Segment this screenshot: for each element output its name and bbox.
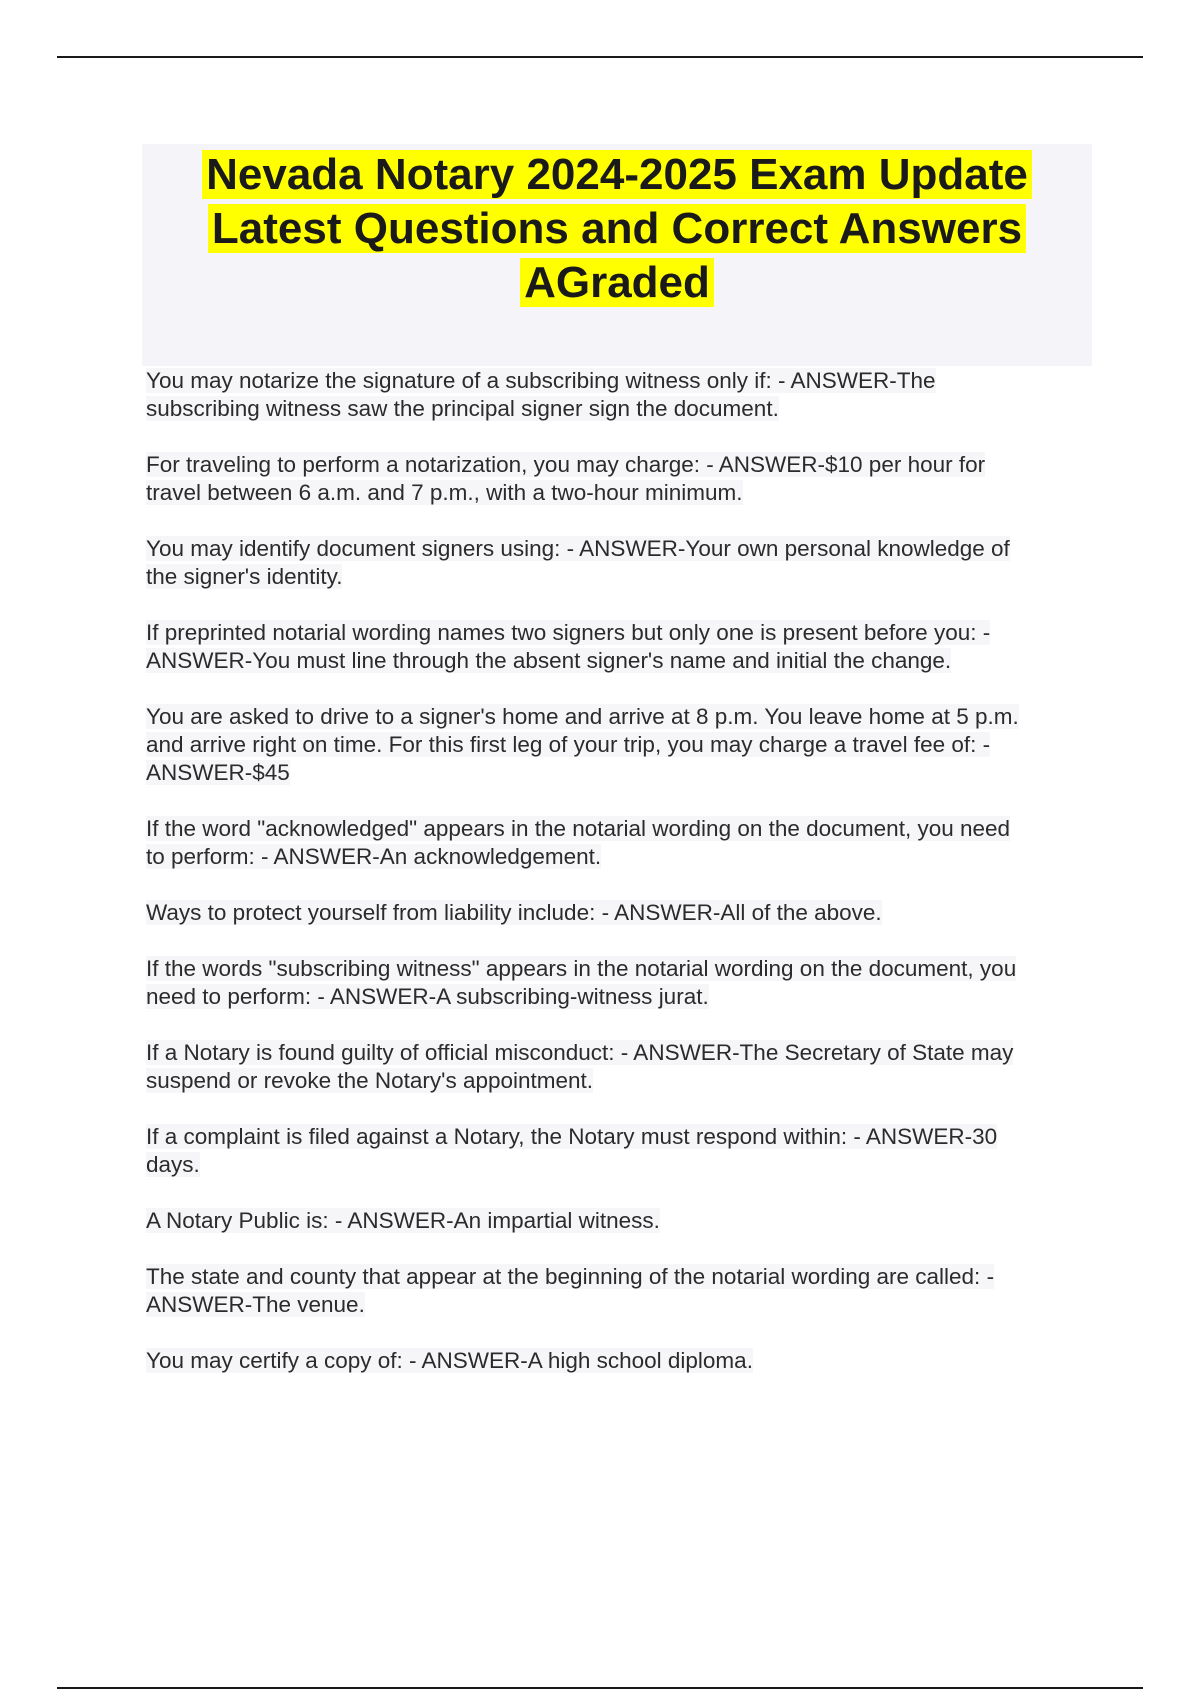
qa-item [146, 703, 1096, 787]
title-block [142, 144, 1092, 366]
qa-line: and arrive right on time. For this first leg of your trip, you may charge a travel fee of: - [146, 732, 991, 757]
qa-line: If a Notary is found guilty of official misconduct: - ANSWER-The Secretary of State may [146, 1040, 1014, 1065]
document-title [142, 148, 1092, 310]
qa-item [146, 367, 1096, 423]
qa-line: A Notary Public is: - ANSWER-An impartial witness. [146, 1208, 660, 1233]
qa-line: ANSWER-The venue. [146, 1292, 365, 1317]
title-line-3: AGraded [520, 258, 714, 307]
qa-item [146, 1207, 1096, 1235]
qa-line: Ways to protect yourself from liability include: - ANSWER-All of the above. [146, 900, 882, 925]
qa-item [146, 1039, 1096, 1095]
title-line-2: Latest Questions and Correct Answers [208, 204, 1026, 253]
qa-line: You may identify document signers using: - ANSWER-Your own personal knowledge of [146, 536, 1010, 561]
title-line-1: Nevada Notary 2024-2025 Exam Update [202, 150, 1032, 199]
qa-item [146, 451, 1096, 507]
qa-item [146, 1347, 1096, 1375]
qa-line: If a complaint is filed against a Notary, the Notary must respond within: - ANSWER-30 [146, 1124, 998, 1149]
qa-line: to perform: - ANSWER-An acknowledgement. [146, 844, 602, 869]
bottom-divider [57, 1687, 1143, 1689]
qa-line: travel between 6 a.m. and 7 p.m., with a two-hour minimum. [146, 480, 743, 505]
qa-line: ANSWER-$45 [146, 760, 290, 785]
qa-line: days. [146, 1152, 200, 1177]
qa-line: need to perform: - ANSWER-A subscribing-witness jurat. [146, 984, 709, 1009]
qa-item [146, 1263, 1096, 1319]
qa-line: You may certify a copy of: - ANSWER-A high school diploma. [146, 1348, 753, 1373]
qa-line: For traveling to perform a notarization, you may charge: - ANSWER-$10 per hour for [146, 452, 986, 477]
qa-line: suspend or revoke the Notary's appointment. [146, 1068, 594, 1093]
qa-item [146, 955, 1096, 1011]
qa-line: You may notarize the signature of a subscribing witness only if: - ANSWER-The [146, 368, 936, 393]
qa-item [146, 815, 1096, 871]
qa-line: the signer's identity. [146, 564, 343, 589]
qa-line: You are asked to drive to a signer's home and arrive at 8 p.m. You leave home at 5 p.m. [146, 704, 1019, 729]
question-answer-list [146, 367, 1096, 1375]
qa-line: If the word "acknowledged" appears in the notarial wording on the document, you need [146, 816, 1011, 841]
qa-line: If the words "subscribing witness" appears in the notarial wording on the document, you [146, 956, 1017, 981]
top-divider [57, 56, 1143, 58]
qa-item [146, 899, 1096, 927]
qa-line: If preprinted notarial wording names two signers but only one is present before you: - [146, 620, 991, 645]
qa-line: subscribing witness saw the principal signer sign the document. [146, 396, 779, 421]
qa-line: ANSWER-You must line through the absent signer's name and initial the change. [146, 648, 952, 673]
qa-item [146, 535, 1096, 591]
qa-item [146, 619, 1096, 675]
qa-line: The state and county that appear at the beginning of the notarial wording are called: - [146, 1264, 995, 1289]
qa-item [146, 1123, 1096, 1179]
